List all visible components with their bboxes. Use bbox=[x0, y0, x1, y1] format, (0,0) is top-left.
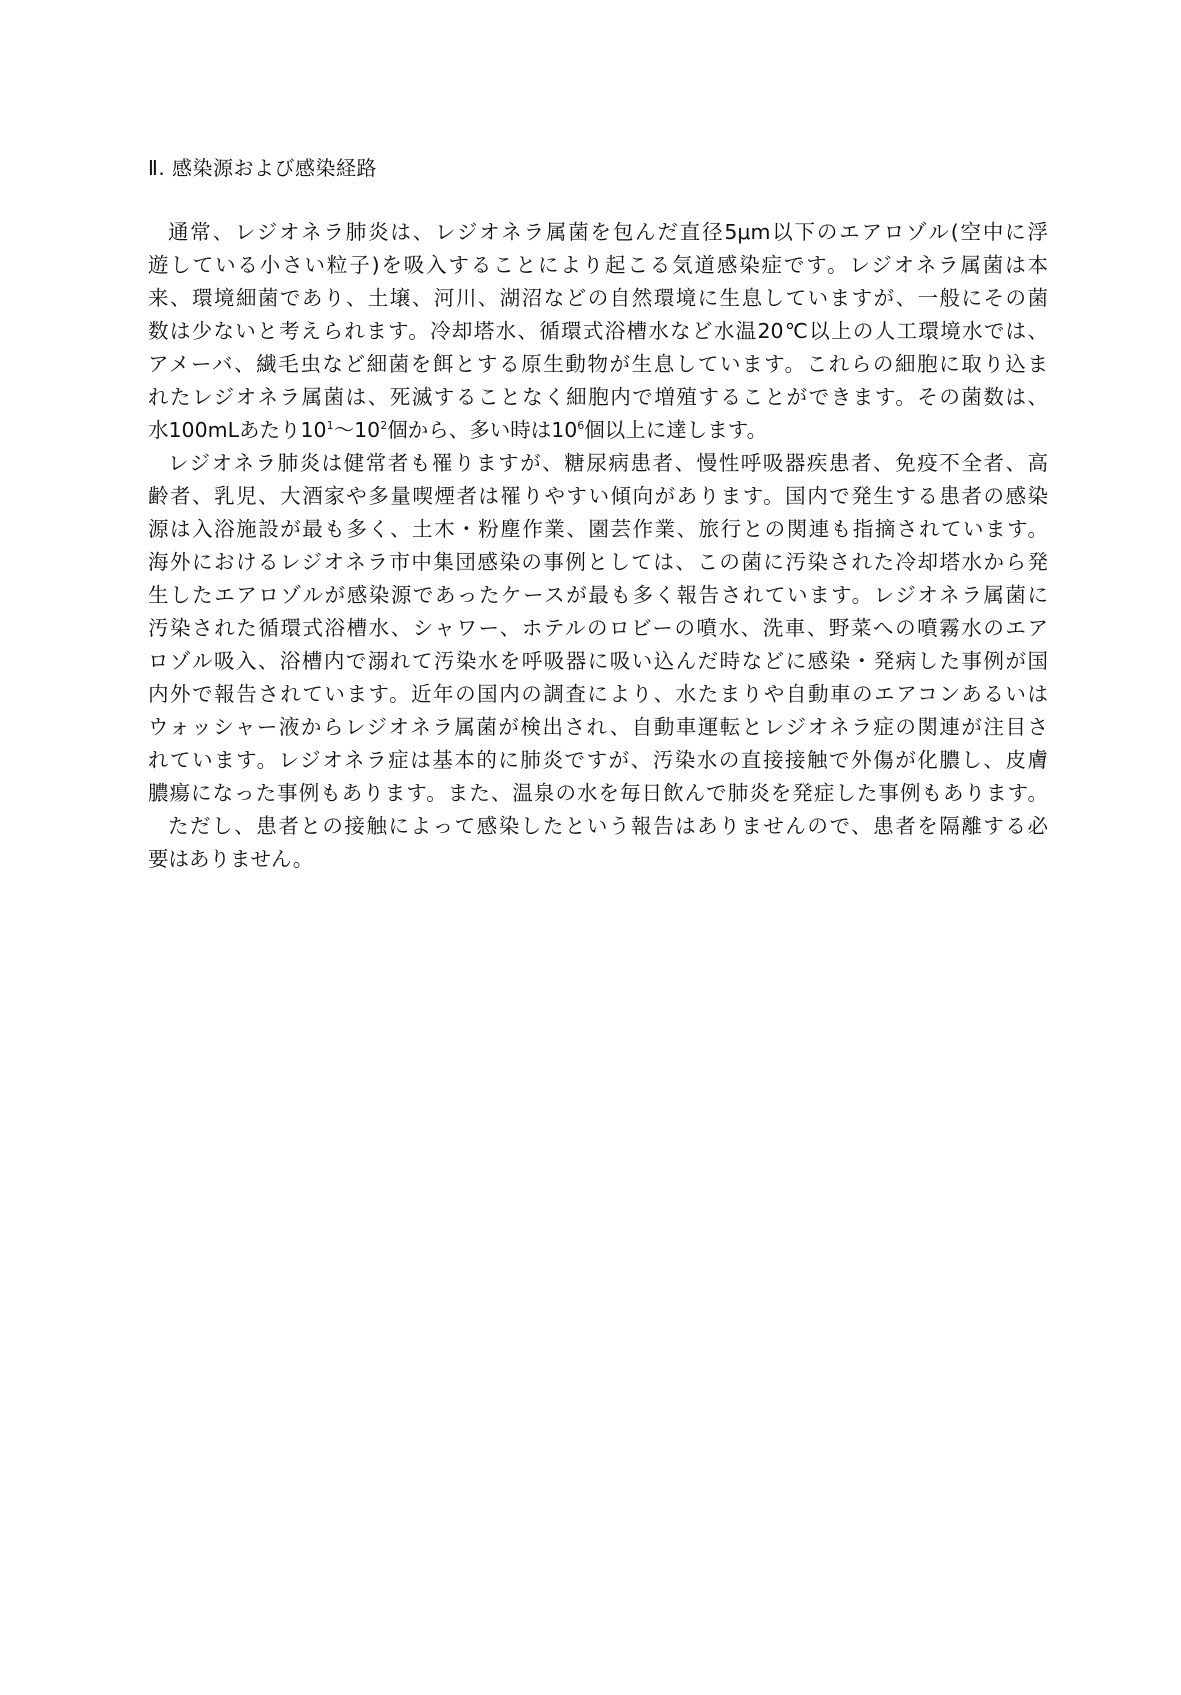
text-line: 遊している小さい粒子)を吸入することにより起こる気道感染症です。レジオネラ属菌は本 bbox=[148, 253, 1048, 277]
text-line: れています。レジオネラ症は基本的に肺炎ですが、汚染水の直接接触で外傷が化膿し、皮膚 bbox=[148, 748, 1048, 772]
text-line: 汚染された循環式浴槽水、シャワー、ホテルのロビーの噴水、洗車、野菜への噴霧水のエア bbox=[148, 616, 1048, 640]
text-line: ウォッシャー液からレジオネラ属菌が検出され、自動車運転とレジオネラ症の関連が注目さ bbox=[148, 715, 1048, 739]
text-line: ロゾル吸入、浴槽内で溺れて汚染水を呼吸器に吸い込んだ時などに感染・発病した事例が国 bbox=[148, 649, 1048, 673]
superscript: 1 bbox=[326, 419, 334, 433]
text-line: 要はありません。 bbox=[148, 847, 314, 871]
text-line: アメーバ、繊毛虫など細菌を餌とする原生動物が生息しています。これらの細胞に取り込ま bbox=[148, 352, 1048, 376]
text-fragment: 個以上に達します。 bbox=[584, 418, 768, 442]
text-line: 来、環境細菌であり、土壌、河川、湖沼などの自然環境に生息していますが、一般にその菌 bbox=[148, 286, 1048, 310]
text-line: 齢者、乳児、大酒家や多量喫煙者は罹りやすい傾向があります。国内で発生する患者の感染 bbox=[148, 484, 1048, 508]
text-line: れたレジオネラ属菌は、死滅することなく細胞内で増殖することができます。その菌数は、 bbox=[148, 385, 1048, 409]
text-fragment: 水100mLあたり10 bbox=[148, 418, 327, 442]
section-heading: Ⅱ. 感染源および感染経路 bbox=[148, 156, 378, 180]
text-line: 膿瘍になった事例もあります。また、温泉の水を毎日飲んで肺炎を発症した事例もあります。 bbox=[148, 781, 1048, 805]
text-line: 内外で報告されています。近年の国内の調査により、水たまりや自動車のエアコンあるいは bbox=[148, 682, 1048, 706]
text-line: 生したエアロゾルが感染源であったケースが最も多く報告されています。レジオネラ属菌に bbox=[148, 583, 1048, 607]
text-fragment: ～10 bbox=[333, 418, 381, 442]
paragraph-infection-route bbox=[148, 216, 1048, 447]
superscript: 2 bbox=[380, 419, 388, 433]
text-line: 海外におけるレジオネラ市中集団感染の事例としては、この菌に汚染された冷却塔水から発 bbox=[148, 550, 1048, 574]
superscript: 6 bbox=[577, 419, 585, 433]
text-line: 源は入浴施設が最も多く、土木・粉塵作業、園芸作業、旅行との関連も指摘されています。 bbox=[148, 517, 1048, 541]
paragraph-risk-factors bbox=[148, 447, 1048, 810]
text-fragment: 個から、多い時は10 bbox=[387, 418, 578, 442]
text-line: ただし、患者との接触によって感染したという報告はありませんので、患者を隔離する必 bbox=[168, 814, 1048, 838]
body-text bbox=[148, 216, 1048, 876]
paragraph-no-isolation bbox=[148, 810, 1048, 876]
text-line: 通常、レジオネラ肺炎は、レジオネラ属菌を包んだ直径5μm以下のエアロゾル(空中に浮 bbox=[168, 220, 1048, 244]
text-line-with-superscripts bbox=[148, 414, 1048, 447]
text-line: レジオネラ肺炎は健常者も罹りますが、糖尿病患者、慢性呼吸器疾患者、免疫不全者、高 bbox=[168, 451, 1048, 475]
text-line: 数は少ないと考えられます。冷却塔水、循環式浴槽水など水温20℃以上の人工環境水では、 bbox=[148, 319, 1048, 343]
